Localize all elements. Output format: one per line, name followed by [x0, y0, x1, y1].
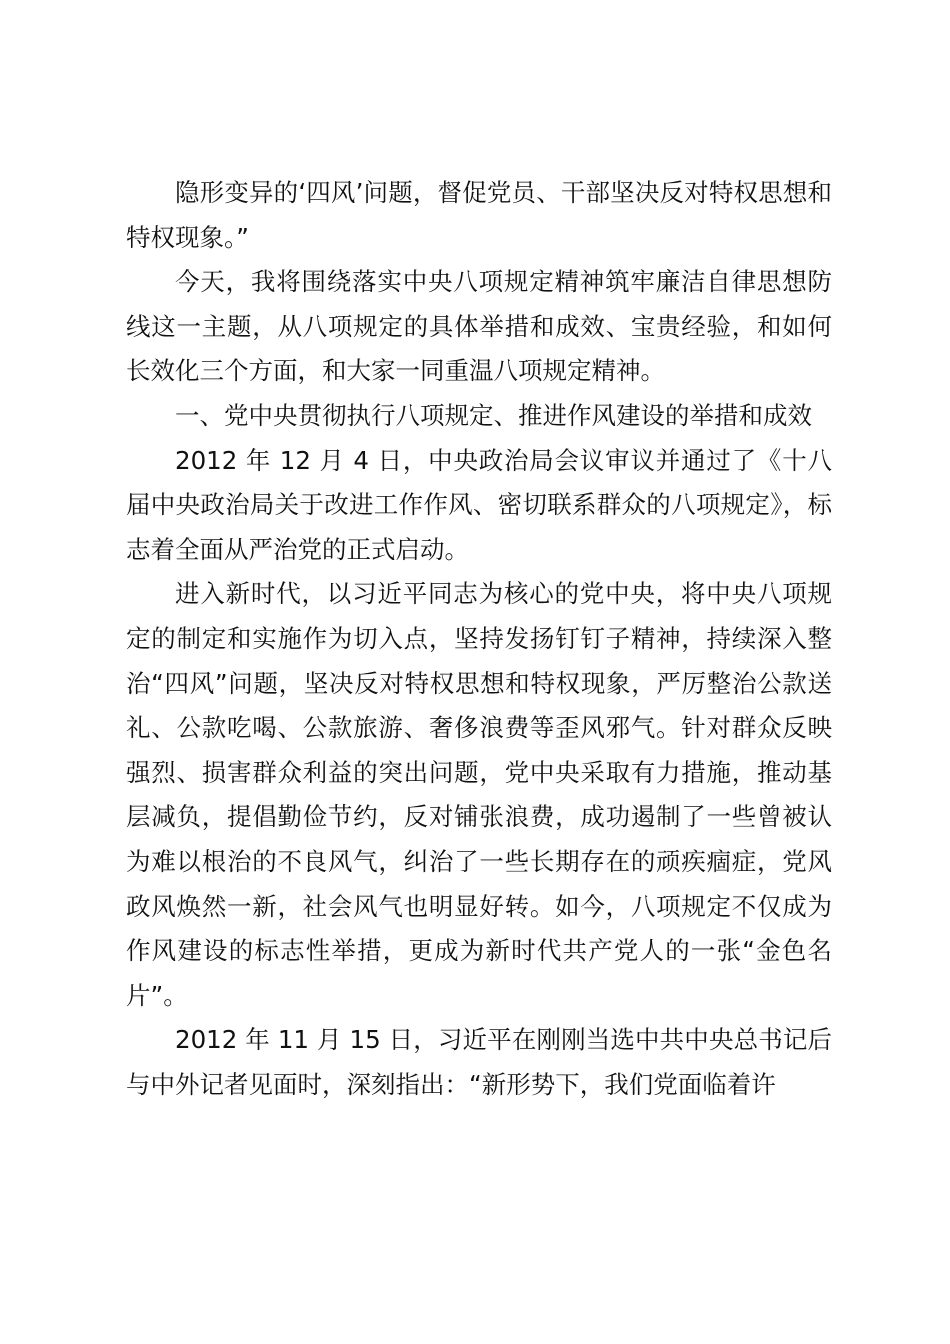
- paragraph-intro: 今天，我将围绕落实中央八项规定精神筑牢廉洁自律思想防线这一主题，从八项规定的具体举措和成效、宝贵经验，和如何长效化三个方面，和大家一同重温八项规定精神。: [126, 267, 832, 386]
- paragraph-2012-nov: 2012 年 11 月 15 日，习近平在刚刚当选中共中央总书记后与中外记者见面时，深刻指出：“新形势下，我们党面临着许: [126, 1025, 832, 1099]
- paragraph-2012-dec: 2012 年 12 月 4 日，中央政治局会议审议并通过了《十八届中央政治局关于改进工作作风、密切联系群众的八项规定》，标志着全面从严治党的正式启动。: [126, 445, 832, 564]
- paragraph-continued-quote: 隐形变异的‘四风’问题，督促党员、干部坚决反对特权思想和特权现象。”: [126, 178, 832, 252]
- paragraph-new-era: 进入新时代，以习近平同志为核心的党中央，将中央八项规定的制定和实施作为切入点，坚持发扬钉钉子精神，持续深入整治“四风”问题，坚决反对特权思想和特权现象，严厉整治公款送礼、公款吃喝、公款旅游、奢侈浪费等歪风邪气。针对群众反映强烈、损害群众利益的突出问题，党中央采取有力措施，推动基层减负，提倡勤俭节约，反对铺张浪费，成功遏制了一些曾被认为难以根治的不良风气，纠治了一些长期存在的顽疾痼症，党风政风焕然一新，社会风气也明显好转。如今，八项规定不仅成为作风建设的标志性举措，更成为新时代共产党人的一张“金色名片”。: [126, 579, 832, 1010]
- section-heading-one: 一、党中央贯彻执行八项规定、推进作风建设的举措和成效: [175, 400, 812, 430]
- document-body: [126, 171, 832, 1107]
